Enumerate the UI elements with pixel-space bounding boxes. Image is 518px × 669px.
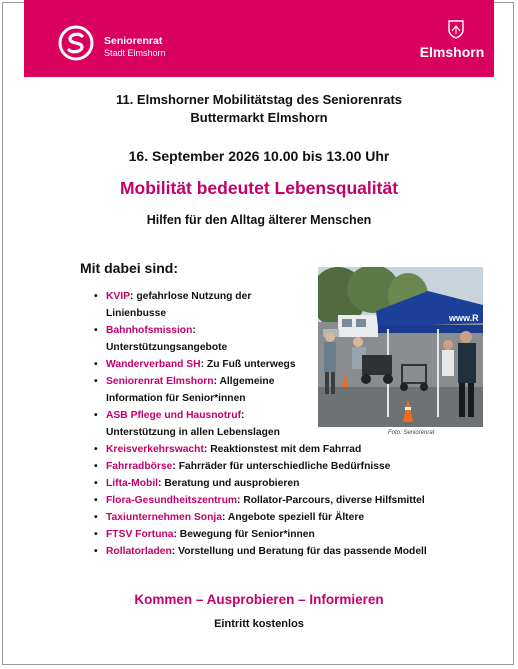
participant-separator: : <box>173 529 180 540</box>
participant-name: Kreisverkehrswacht <box>106 444 204 455</box>
participant-desc: Beratung und ausprobieren <box>164 478 300 489</box>
list-item <box>92 492 442 509</box>
participant-separator: : <box>241 410 245 421</box>
list-item <box>92 322 442 356</box>
org-subtitle: Stadt Elmshorn <box>104 48 166 58</box>
participant-name: ASB Pflege und Hausnotruf <box>106 410 242 421</box>
participant-name: Fahrradbörse <box>106 461 173 472</box>
participant-separator: : <box>192 325 196 336</box>
list-item <box>92 373 442 407</box>
city-name: Elmshorn <box>419 44 485 60</box>
participant-separator: : <box>171 546 179 557</box>
participant-name: Rollatorladen <box>106 546 172 557</box>
photo-caption: Foto: Seniorenrat <box>388 430 435 436</box>
participant-name: Seniorenrat Elmshorn <box>106 376 214 387</box>
list-item <box>92 458 442 475</box>
participant-separator: : <box>237 495 244 506</box>
participant-desc: Vorstellung und Beratung für das passende Modell <box>178 546 427 557</box>
participant-desc: Allgemeine <box>219 376 275 387</box>
participant-desc: Rollator-Parcours, diverse Hilfsmittel <box>243 495 425 506</box>
participant-separator: : <box>221 512 228 523</box>
list-item <box>92 441 442 458</box>
event-date-time: 16. September 2026 10.00 bis 13.00 Uhr <box>128 148 390 164</box>
participant-name: Lifta-Mobil <box>106 478 159 489</box>
list-item <box>92 543 442 560</box>
participant-desc: Bewegung für Senior*innen <box>179 529 315 540</box>
event-headline: Mobilität bedeutet Lebensqualität <box>119 178 399 198</box>
participants-heading: Mit dabei sind: <box>80 260 178 276</box>
event-location: Buttermarkt Elmshorn <box>190 110 328 125</box>
participant-name: Wanderverband SH <box>106 359 201 370</box>
list-item <box>92 475 442 492</box>
participant-desc: Fahrräder für unterschiedliche Bedürfnisse <box>178 461 391 472</box>
header-banner <box>24 0 494 77</box>
list-item <box>92 526 442 543</box>
participant-name: Bahnhofsmission <box>106 325 193 336</box>
participant-separator: : <box>213 376 220 387</box>
participant-name: KVIP <box>106 291 131 302</box>
participant-separator: : <box>203 444 211 455</box>
event-subline: Hilfen für den Alltag älterer Menschen <box>146 213 372 227</box>
org-name: Seniorenrat <box>104 35 163 47</box>
tent-text: www.R <box>449 313 479 323</box>
list-item <box>92 288 442 322</box>
event-motto: Kommen – Ausprobieren – Informieren <box>134 592 384 607</box>
list-item <box>92 509 442 526</box>
participant-separator: : <box>130 291 137 302</box>
participant-separator: : <box>200 359 207 370</box>
seniorenrat-logo-icon <box>58 25 94 61</box>
participant-desc: Angebote speziell für Ältere <box>227 512 365 523</box>
entry-info: Eintritt kostenlos <box>214 618 304 630</box>
participant-desc: Zu Fuß unterwegs <box>206 359 296 370</box>
participant-desc-line2: Information für Senior*innen <box>106 393 246 404</box>
participant-desc: gefahrlose Nutzung der <box>136 291 252 302</box>
participants-list <box>92 288 442 560</box>
city-crest-icon <box>448 20 464 39</box>
participant-name: FTSV Fortuna <box>106 529 174 540</box>
event-title: 11. Elmshorner Mobilitätstag des Seniorenrats <box>115 92 403 107</box>
participant-name: Taxiunternehmen Sonja <box>106 512 222 523</box>
participant-name: Flora-Gesundheitszentrum <box>106 495 238 506</box>
participant-desc: Reaktionstest mit dem Fahrrad <box>210 444 362 455</box>
list-item <box>92 407 442 441</box>
participant-separator: : <box>158 478 165 489</box>
list-item <box>92 356 442 373</box>
participant-separator: : <box>172 461 179 472</box>
participant-desc-line2: Unterstützung in allen Lebenslagen <box>106 427 280 438</box>
participant-desc-line2: Linienbusse <box>106 308 167 319</box>
participant-desc-line2: Unterstützungsangebote <box>106 342 228 353</box>
